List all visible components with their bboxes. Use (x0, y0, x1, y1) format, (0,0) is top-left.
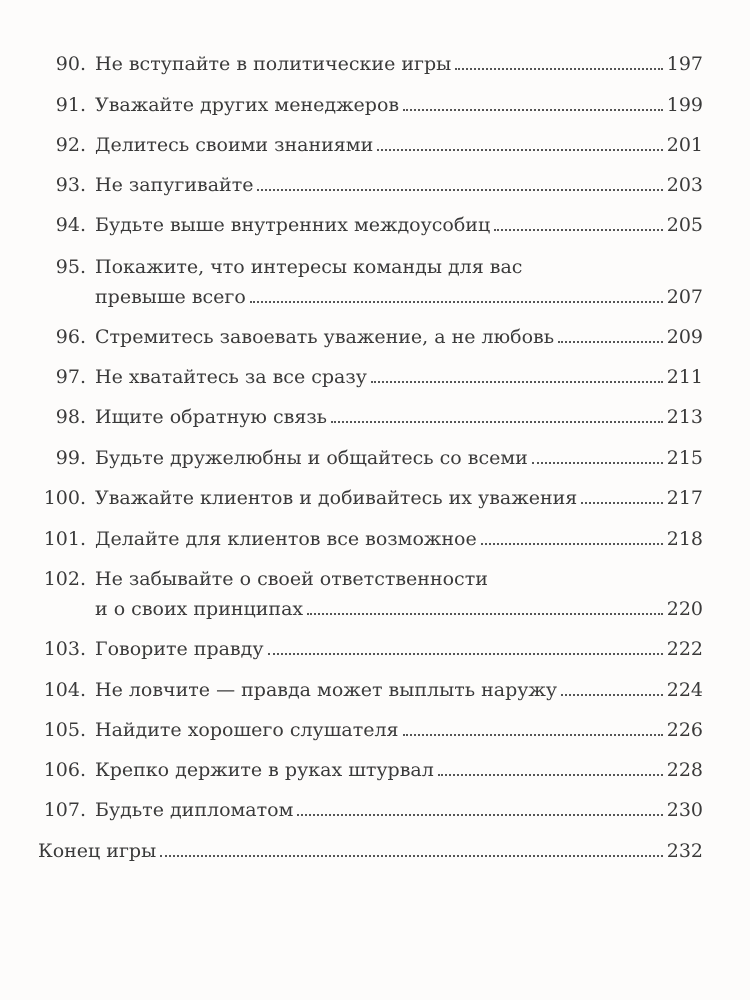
toc-entry-number: 100. (43, 487, 86, 509)
toc-entry-number: 95. (55, 256, 86, 278)
toc-entry-title: Не ловчите — правда может выплыть наружу (95, 679, 558, 701)
toc-entry-number: 94. (55, 214, 86, 236)
toc-entry-number: 106. (43, 759, 86, 781)
toc-entry-title: Будьте дружелюбны и общайтесь со всеми (95, 447, 528, 469)
toc-entry-number: 103. (43, 638, 86, 660)
toc-entry-title: Найдите хорошего слушателя (95, 719, 399, 741)
toc-entry-number: 101. (43, 528, 86, 550)
dot-leader (403, 109, 663, 111)
toc-entry-title: Ищите обратную связь (95, 406, 328, 428)
dot-leader (455, 68, 662, 70)
dot-leader (371, 381, 663, 383)
dot-leader (403, 734, 663, 736)
toc-entry-title: Не вступайте в политические игры (95, 53, 452, 75)
toc-entry-title-continued: превыше всего (95, 286, 246, 308)
toc-entry-line (95, 567, 703, 591)
dot-leader (581, 502, 662, 504)
toc-entry-line (95, 52, 703, 76)
toc-entry-page: 232 (666, 840, 703, 862)
toc-entry-line (95, 678, 703, 702)
toc-entry-title: Уважайте других менеджеров (95, 94, 400, 116)
toc-entry-page: 220 (666, 598, 703, 620)
toc-entry-title: Делитесь своими знаниями (95, 134, 374, 156)
toc-entry-page: 203 (666, 174, 703, 196)
dot-leader (160, 855, 663, 857)
dot-leader (438, 774, 663, 776)
toc-entry-page: 226 (666, 719, 703, 741)
toc-entry-number: 93. (55, 174, 86, 196)
toc-entry-page: 197 (666, 53, 703, 75)
toc-entry-number: 104. (43, 679, 86, 701)
toc-entry-number: 107. (43, 799, 86, 821)
toc-entry-title: Будьте выше внутренних междоусобиц (95, 214, 491, 236)
toc-entry-title: Не запугивайте (95, 174, 254, 196)
toc-entry-line (95, 446, 703, 470)
toc-entry-line (95, 486, 703, 510)
toc-entry-number: 96. (55, 326, 86, 348)
toc-entry-line (95, 365, 703, 389)
toc-entry-page: 218 (666, 528, 703, 550)
toc-entry-line (95, 405, 703, 429)
toc-entry-line (95, 637, 703, 661)
dot-leader (481, 543, 663, 545)
toc-entry-title: Стремитесь завоевать уважение, а не любовь (95, 326, 555, 348)
toc-entry-title: Конец игры (38, 840, 157, 862)
dot-leader (250, 301, 663, 303)
dot-leader (331, 421, 663, 423)
toc-entry-line (95, 798, 703, 822)
toc-entry-title: Делайте для клиентов все возможное (95, 528, 477, 550)
toc-entry-page: 199 (666, 94, 703, 116)
toc-entry-page: 222 (666, 638, 703, 660)
dot-leader (377, 149, 662, 151)
toc-entry-title: Говорите правду (95, 638, 264, 660)
toc-entry-line-continued (95, 285, 703, 309)
toc-entry-line (95, 527, 703, 551)
toc-entry-number: 98. (55, 406, 86, 428)
toc-entry-page: 201 (666, 134, 703, 156)
toc-entry-page: 211 (666, 366, 703, 388)
toc-entry-title: Крепко держите в руках штурвал (95, 759, 434, 781)
toc-entry-line (38, 839, 703, 863)
toc-entry-title-continued: и о своих принципах (95, 598, 304, 620)
toc-entry-page: 215 (666, 447, 703, 469)
toc-entry-page: 224 (666, 679, 703, 701)
toc-entry-line (95, 173, 703, 197)
toc-entry-number: 91. (55, 94, 86, 116)
toc-entry-title: Покажите, что интересы команды для вас (95, 256, 523, 278)
toc-entry-line (95, 325, 703, 349)
toc-entry-number: 92. (55, 134, 86, 156)
toc-entry-line-continued (95, 597, 703, 621)
toc-entry-line (95, 758, 703, 782)
dot-leader (268, 653, 663, 655)
toc-entry-number: 105. (43, 719, 86, 741)
toc-entry-number: 99. (55, 447, 86, 469)
dot-leader (494, 229, 663, 231)
toc-entry-page: 209 (666, 326, 703, 348)
toc-entry-line (95, 133, 703, 157)
toc-entry-number: 90. (55, 53, 86, 75)
toc-entry-page: 213 (666, 406, 703, 428)
dot-leader (307, 613, 663, 615)
toc-entry-page: 217 (666, 487, 703, 509)
toc-entry-page: 207 (666, 286, 703, 308)
toc-entry-page: 205 (666, 214, 703, 236)
dot-leader (558, 341, 663, 343)
toc-entry-line (95, 93, 703, 117)
toc-entry-title: Будьте дипломатом (95, 799, 294, 821)
dot-leader (532, 462, 663, 464)
toc-entry-title: Не забывайте о своей ответственности (95, 568, 488, 590)
dot-leader (561, 694, 663, 696)
dot-leader (257, 189, 662, 191)
toc-entry-page: 230 (666, 799, 703, 821)
toc-entry-line (95, 255, 703, 279)
toc-entry-page: 228 (666, 759, 703, 781)
toc-entry-title: Уважайте клиентов и добивайтесь их уважения (95, 487, 578, 509)
toc-entry-title: Не хватайтесь за все сразу (95, 366, 367, 388)
toc-entry-number: 97. (55, 366, 86, 388)
dot-leader (297, 814, 662, 816)
toc-entry-line (95, 718, 703, 742)
toc-entry-line (95, 213, 703, 237)
toc-entry-number: 102. (43, 568, 86, 590)
